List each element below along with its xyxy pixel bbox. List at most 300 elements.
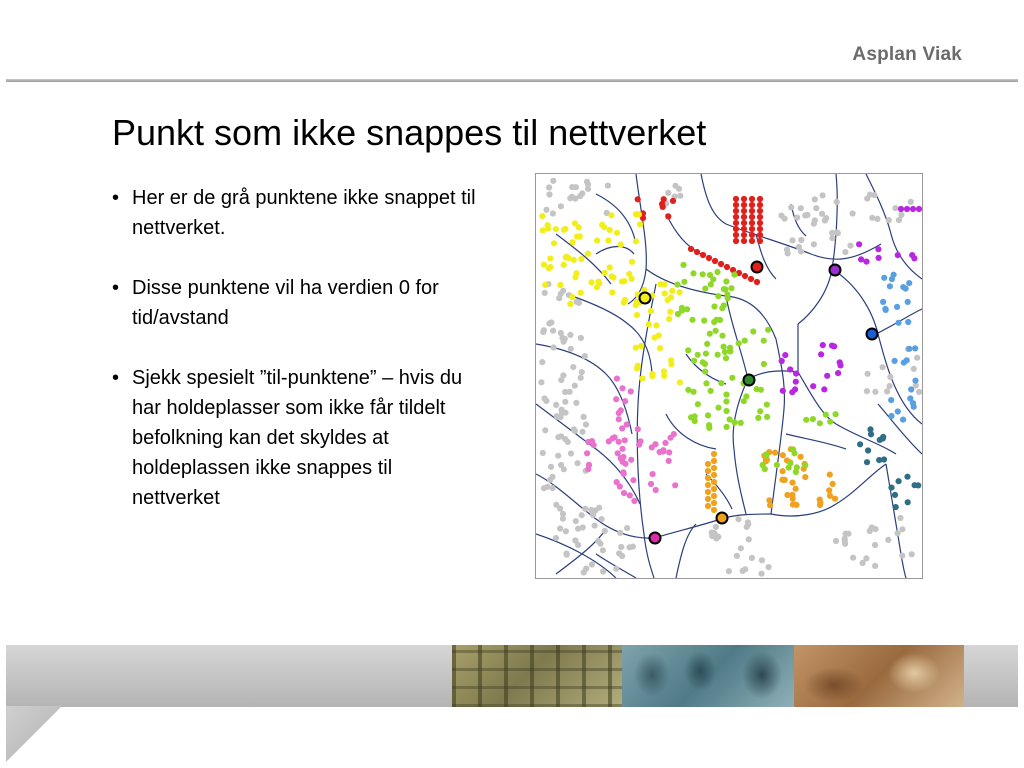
network-map <box>535 173 923 579</box>
unsnapped-point <box>550 210 556 216</box>
orange-stop-point <box>826 487 832 493</box>
unsnapped-point <box>869 215 875 221</box>
teal-stop-point <box>864 459 870 465</box>
orange-stop-point <box>767 502 773 508</box>
purple-stop-point <box>829 343 835 349</box>
unsnapped-point <box>551 344 557 350</box>
bullet-text: Her er de grå punktene ikke snappet til nettverket. <box>132 187 476 239</box>
unsnapped-point <box>579 512 585 518</box>
unsnapped-point <box>592 507 598 513</box>
lime-stop-point <box>724 424 730 430</box>
teal-stop-point <box>892 492 898 498</box>
teal-stop-point <box>880 435 886 441</box>
yellow-stop-point <box>553 226 559 232</box>
yellow-stop-point <box>547 255 553 261</box>
red-stop-point <box>749 202 755 208</box>
unsnapped-point <box>572 383 578 389</box>
unsnapped-point <box>595 538 601 544</box>
unsnapped-point <box>842 538 848 544</box>
lime-stop-point <box>681 279 687 285</box>
road-segment <box>866 174 922 279</box>
teal-stop-point <box>904 474 910 480</box>
bus-stop-marker <box>830 265 841 276</box>
unsnapped-point <box>865 371 871 377</box>
unsnapped-point <box>914 355 920 361</box>
pink-stop-point <box>628 457 634 463</box>
red-stop-point <box>661 196 667 202</box>
purple-stop-point <box>835 370 841 376</box>
unsnapped-point <box>897 515 903 521</box>
purple-stop-point <box>787 366 793 372</box>
unsnapped-point <box>548 464 554 470</box>
yellow-stop-point <box>614 230 620 236</box>
yellow-stop-point <box>662 290 668 296</box>
unsnapped-point <box>798 205 804 211</box>
unsnapped-point <box>811 241 817 247</box>
unsnapped-point <box>834 199 840 205</box>
unsnapped-point <box>850 555 856 561</box>
unsnapped-point <box>578 335 584 341</box>
pink-stop-point <box>619 446 625 452</box>
orange-stop-point <box>827 472 833 478</box>
purple-stop-point <box>895 252 901 258</box>
unsnapped-point <box>538 379 544 385</box>
lime-stop-point <box>713 328 719 334</box>
unsnapped-point <box>892 205 898 211</box>
blue-stop-point <box>895 408 901 414</box>
red-stop-point <box>749 214 755 220</box>
unsnapped-point <box>850 210 856 216</box>
orange-stop-point <box>705 496 711 502</box>
bus-stop-marker <box>867 329 878 340</box>
unsnapped-point <box>578 375 584 381</box>
unsnapped-point <box>899 526 905 532</box>
lime-stop-point <box>765 327 771 333</box>
purple-stop-point <box>780 388 786 394</box>
unsnapped-point <box>758 571 764 577</box>
purple-stop-point <box>856 241 862 247</box>
unsnapped-point <box>553 402 559 408</box>
lime-stop-point <box>695 401 701 407</box>
lime-stop-point <box>732 419 738 425</box>
red-stop-point <box>748 276 754 282</box>
lime-stop-point <box>719 305 725 311</box>
unsnapped-point <box>738 545 744 551</box>
orange-stop-point <box>802 474 808 480</box>
orange-stop-point <box>817 497 823 503</box>
red-stop-point <box>724 264 730 270</box>
orange-stop-point <box>711 472 717 478</box>
blue-stop-point <box>881 275 887 281</box>
orange-stop-point <box>798 454 804 460</box>
orange-stop-point <box>789 480 795 486</box>
bullet-text: Disse punktene vil ha verdien 0 for tid/avstand <box>132 277 439 329</box>
lime-stop-point <box>774 462 780 468</box>
yellow-stop-point <box>545 222 551 228</box>
unsnapped-point <box>558 203 564 209</box>
yellow-stop-point <box>629 259 635 265</box>
lime-stop-point <box>721 344 727 350</box>
red-stop-point <box>741 208 747 214</box>
road-segment <box>566 294 652 374</box>
yellow-stop-point <box>639 375 645 381</box>
construction-photo <box>452 645 622 707</box>
yellow-stop-point <box>594 238 600 244</box>
purple-stop-point <box>904 206 910 212</box>
yellow-stop-point <box>677 379 683 385</box>
unsnapped-point <box>585 186 591 192</box>
red-stop-point <box>733 214 739 220</box>
red-stop-point <box>757 202 763 208</box>
yellow-stop-point <box>561 262 567 268</box>
lime-stop-point <box>741 398 747 404</box>
unsnapped-point <box>766 564 772 570</box>
unsnapped-point <box>575 460 581 466</box>
teal-stop-point <box>888 485 894 491</box>
lime-stop-point <box>810 416 816 422</box>
unsnapped-point <box>872 389 878 395</box>
unsnapped-point <box>887 383 893 389</box>
purple-stop-point <box>792 386 798 392</box>
red-stop-point <box>688 246 694 252</box>
unsnapped-point <box>911 366 917 372</box>
red-stop-point <box>757 208 763 214</box>
lime-stop-point <box>714 269 720 275</box>
blue-stop-point <box>912 345 918 351</box>
unsnapped-point <box>581 569 587 575</box>
lime-stop-point <box>717 317 723 323</box>
yellow-stop-point <box>607 227 613 233</box>
lime-stop-point <box>707 331 713 337</box>
red-stop-point <box>741 232 747 238</box>
unsnapped-point <box>563 528 569 534</box>
lime-stop-point <box>724 408 730 414</box>
orange-stop-point <box>793 486 799 492</box>
unsnapped-point <box>550 178 556 184</box>
purple-stop-point <box>793 371 799 377</box>
lime-stop-point <box>685 387 691 393</box>
lime-stop-point <box>728 285 734 291</box>
red-stop-point <box>694 249 700 255</box>
unsnapped-point <box>605 183 611 189</box>
red-stop-point <box>757 214 763 220</box>
red-stop-point <box>749 238 755 244</box>
lime-stop-point <box>722 349 728 355</box>
red-stop-point <box>660 204 666 210</box>
blue-stop-point <box>892 358 898 364</box>
blue-stop-point <box>906 280 912 286</box>
unsnapped-point <box>553 535 559 541</box>
yellow-stop-point <box>636 211 642 217</box>
blue-stop-point <box>912 378 918 384</box>
purple-stop-point <box>898 206 904 212</box>
purple-stop-point <box>793 379 799 385</box>
lime-stop-point <box>738 420 744 426</box>
blue-stop-point <box>895 320 901 326</box>
unsnapped-point <box>562 399 568 405</box>
purple-stop-point <box>821 386 827 392</box>
lime-stop-point <box>685 347 691 353</box>
road-segment <box>786 434 846 449</box>
unsnapped-point <box>734 553 740 559</box>
orange-stop-point <box>711 451 717 457</box>
yellow-stop-point <box>562 226 568 232</box>
unsnapped-point <box>895 530 901 536</box>
unsnapped-point <box>863 555 869 561</box>
unsnapped-point <box>677 193 683 199</box>
unsnapped-point <box>802 212 808 218</box>
unsnapped-point <box>573 400 579 406</box>
pink-stop-point <box>617 483 623 489</box>
yellow-stop-point <box>657 281 663 287</box>
pink-stop-point <box>619 425 625 431</box>
pink-stop-point <box>666 458 672 464</box>
unsnapped-point <box>592 523 598 529</box>
orange-stop-point <box>780 477 786 483</box>
lime-stop-point <box>833 411 839 417</box>
lime-stop-point <box>731 272 737 278</box>
unsnapped-point <box>567 332 573 338</box>
orange-stop-point <box>830 481 836 487</box>
lime-stop-point <box>727 345 733 351</box>
pink-stop-point <box>650 471 656 477</box>
red-stop-point <box>741 214 747 220</box>
red-stop-point <box>749 208 755 214</box>
lime-stop-point <box>723 398 729 404</box>
red-stop-point <box>706 255 712 261</box>
lime-stop-point <box>705 412 711 418</box>
blue-stop-point <box>904 357 910 363</box>
unsnapped-point <box>746 536 752 542</box>
unsnapped-point <box>665 190 671 196</box>
yellow-stop-point <box>638 343 644 349</box>
red-stop-point <box>749 220 755 226</box>
red-stop-point <box>712 258 718 264</box>
yellow-stop-point <box>634 312 640 318</box>
lime-stop-point <box>700 359 706 365</box>
unsnapped-point <box>581 414 587 420</box>
lime-stop-point <box>729 375 735 381</box>
red-stop-point <box>749 226 755 232</box>
red-stop-point <box>733 238 739 244</box>
lime-stop-point <box>787 460 793 466</box>
yellow-stop-point <box>570 239 576 245</box>
unsnapped-point <box>798 248 804 254</box>
lime-stop-point <box>711 303 717 309</box>
purple-stop-point <box>858 256 864 262</box>
yellow-stop-point <box>618 242 624 248</box>
unsnapped-point <box>580 524 586 530</box>
unsnapped-point <box>619 553 625 559</box>
pink-stop-point <box>648 481 654 487</box>
lime-stop-point <box>715 405 721 411</box>
lime-stop-point <box>718 380 724 386</box>
yellow-stop-point <box>567 301 573 307</box>
yellow-stop-point <box>601 224 607 230</box>
lime-stop-point <box>695 352 701 358</box>
purple-stop-point <box>837 362 843 368</box>
purple-stop-point <box>818 351 824 357</box>
teal-stop-point <box>905 499 911 505</box>
blue-stop-point <box>894 304 900 310</box>
purple-stop-point <box>820 342 826 348</box>
unsnapped-point <box>569 184 575 190</box>
lime-stop-point <box>763 453 769 459</box>
yellow-stop-point <box>546 265 552 271</box>
lime-stop-point <box>750 328 756 334</box>
unsnapped-point <box>570 364 576 370</box>
unsnapped-point <box>812 217 818 223</box>
unsnapped-point <box>872 563 878 569</box>
pink-stop-point <box>621 490 627 496</box>
people-photo <box>622 645 794 707</box>
unsnapped-point <box>557 526 563 532</box>
yellow-stop-point <box>657 345 663 351</box>
pink-stop-point <box>662 440 668 446</box>
unsnapped-point <box>550 328 556 334</box>
unsnapped-point <box>842 249 848 255</box>
yellow-stop-point <box>569 294 575 300</box>
lime-stop-point <box>690 270 696 276</box>
blue-stop-point <box>887 283 893 289</box>
unsnapped-point <box>579 369 585 375</box>
header-divider <box>6 79 1018 82</box>
unsnapped-point <box>602 528 608 534</box>
bullet-list <box>112 183 482 543</box>
lime-stop-point <box>764 402 770 408</box>
unsnapped-point <box>568 346 574 352</box>
unsnapped-point <box>617 530 623 536</box>
lime-stop-point <box>764 414 770 420</box>
unsnapped-point <box>872 542 878 548</box>
pink-stop-point <box>660 449 666 455</box>
unsnapped-point <box>542 290 548 296</box>
red-stop-point <box>733 232 739 238</box>
pink-stop-point <box>584 450 590 456</box>
yellow-stop-point <box>609 289 615 295</box>
unsnapped-point <box>540 450 546 456</box>
lime-stop-point <box>684 306 690 312</box>
unsnapped-point <box>829 235 835 241</box>
pink-stop-point <box>616 416 622 422</box>
yellow-stop-point <box>551 240 557 246</box>
pink-stop-point <box>620 469 626 475</box>
bullet-glyph: • <box>112 187 120 209</box>
unsnapped-point <box>778 213 784 219</box>
lime-stop-point <box>723 392 729 398</box>
lime-stop-point <box>817 420 823 426</box>
unsnapped-point <box>567 195 573 201</box>
unsnapped-point <box>546 191 552 197</box>
purple-stop-point <box>875 246 881 252</box>
lime-stop-point <box>736 340 742 346</box>
unsnapped-point <box>549 474 555 480</box>
pink-stop-point <box>649 444 655 450</box>
purple-stop-point <box>876 255 882 261</box>
yellow-stop-point <box>605 238 611 244</box>
red-stop-point <box>742 273 748 279</box>
pink-stop-point <box>627 492 633 498</box>
lime-stop-point <box>742 338 748 344</box>
pink-stop-point <box>616 439 622 445</box>
road-segment <box>726 296 748 379</box>
unsnapped-point <box>579 429 585 435</box>
red-stop-point <box>741 220 747 226</box>
purple-stop-point <box>910 206 916 212</box>
pink-stop-point <box>586 462 592 468</box>
yellow-stop-point <box>666 316 672 322</box>
unsnapped-point <box>834 229 840 235</box>
pink-stop-point <box>620 459 626 465</box>
unsnapped-point <box>600 547 606 553</box>
unsnapped-point <box>896 217 902 223</box>
unsnapped-point <box>899 553 905 559</box>
lime-stop-point <box>715 352 721 358</box>
unsnapped-point <box>555 453 561 459</box>
lime-stop-point <box>702 286 708 292</box>
pink-stop-point <box>622 398 628 404</box>
yellow-stop-point <box>656 332 662 338</box>
red-stop-point <box>757 226 763 232</box>
unsnapped-point <box>558 330 564 336</box>
bus-stop-marker <box>640 293 651 304</box>
yellow-stop-point <box>637 221 643 227</box>
blue-stop-point <box>888 397 894 403</box>
lime-stop-point <box>692 418 698 424</box>
unsnapped-point <box>560 372 566 378</box>
orange-stop-point <box>711 500 717 506</box>
red-stop-point <box>741 196 747 202</box>
pink-stop-point <box>631 498 637 504</box>
yellow-stop-point <box>539 213 545 219</box>
unsnapped-point <box>908 199 914 205</box>
yellow-stop-point <box>578 290 584 296</box>
unsnapped-point <box>820 192 826 198</box>
unsnapped-point <box>909 551 915 557</box>
orange-stop-point <box>711 458 717 464</box>
blue-stop-point <box>891 272 897 278</box>
yellow-stop-point <box>578 256 584 262</box>
unsnapped-point <box>572 428 578 434</box>
road-segment <box>701 174 881 259</box>
road-segment <box>596 194 636 244</box>
red-stop-point <box>733 196 739 202</box>
tunnel-photo <box>794 645 964 707</box>
orange-stop-point <box>705 461 711 467</box>
pink-stop-point <box>671 431 677 437</box>
unsnapped-point <box>561 466 567 472</box>
lime-stop-point <box>706 425 712 431</box>
lime-stop-point <box>700 271 706 277</box>
lime-stop-point <box>803 417 809 423</box>
unsnapped-point <box>744 524 750 530</box>
unsnapped-point <box>880 364 886 370</box>
lime-stop-point <box>710 276 716 282</box>
lime-stop-point <box>761 361 767 367</box>
unsnapped-point <box>874 216 880 222</box>
unsnapped-point <box>561 339 567 345</box>
orange-stop-point <box>711 486 717 492</box>
blue-stop-point <box>883 307 889 313</box>
unsnapped-point <box>884 388 890 394</box>
bus-stops <box>640 262 878 544</box>
lime-stop-point <box>823 412 829 418</box>
slide-title: Punkt som ikke snappes til nettverket <box>112 112 707 153</box>
road-segment <box>556 529 606 574</box>
blue-stop-point <box>906 346 912 352</box>
teal-stop-point <box>896 478 902 484</box>
unsnapped-point <box>546 184 552 190</box>
